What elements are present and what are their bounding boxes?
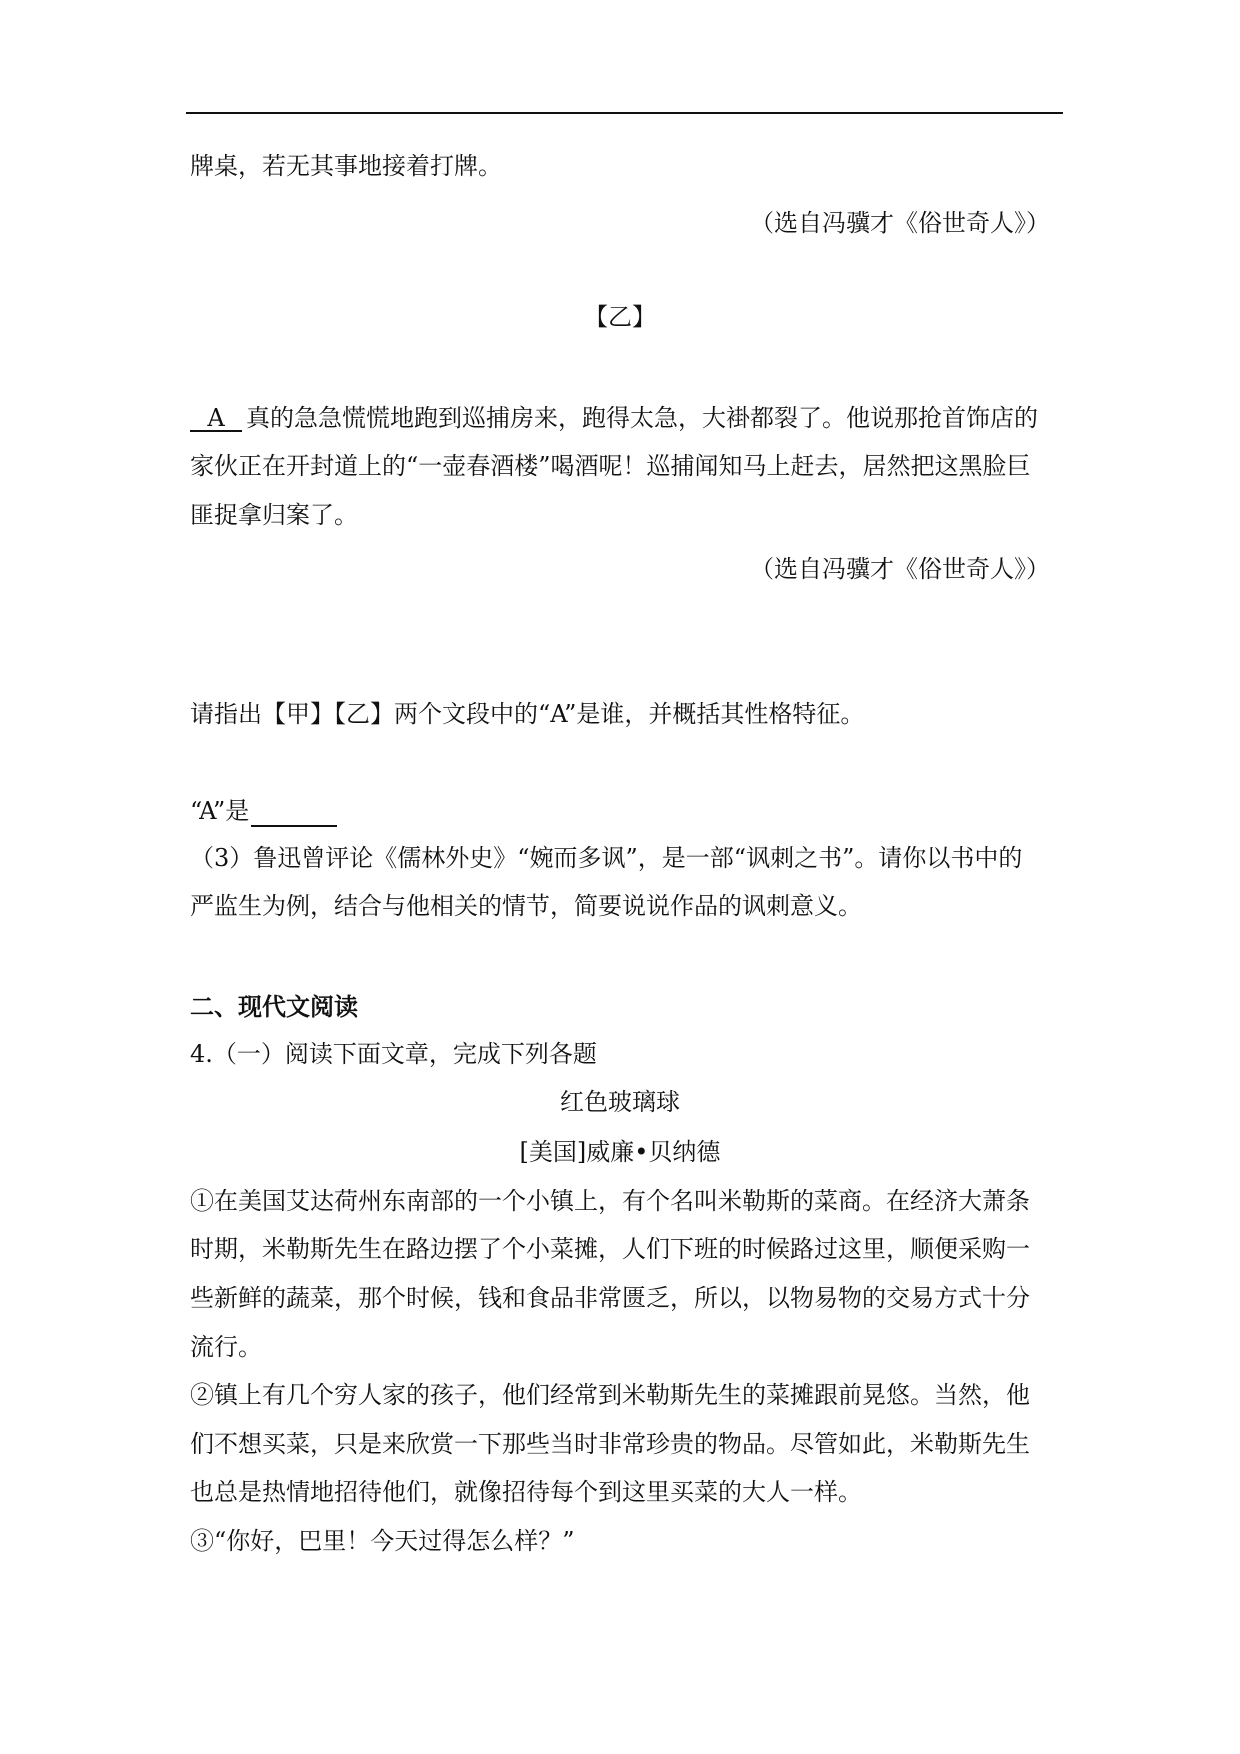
passage-jia-source: （选自冯骥才《俗世奇人》） xyxy=(750,209,1050,237)
section-yi-line-3: 匪捉拿归案了。 xyxy=(190,501,358,529)
section-2-heading: 二、现代文阅读 xyxy=(190,992,358,1021)
article-paragraph-line-2: 时期，米勒斯先生在路边摆了个小菜摊，人们下班的时候路过这里，顺便采购一 xyxy=(190,1235,1030,1263)
section-yi-line-2: 家伙正在开封道上的“一壶春酒楼”喝酒呢！巡捕闻知马上赶去，居然把这黑脸巨 xyxy=(190,452,1031,480)
article-author: [美国]威廉•贝纳德 xyxy=(519,1138,721,1166)
article-paragraph-line-1: ①在美国艾达荷州东南部的一个小镇上，有个名叫米勒斯的菜商。在经济大萧条 xyxy=(190,1187,1030,1215)
question-4-title: 4.（一）阅读下面文章，完成下列各题 xyxy=(190,1040,597,1068)
answer-prefix: “A”是 xyxy=(190,797,250,825)
article-paragraph-line-7: 也总是热情地招待他们，就像招待每个到这里买菜的大人一样。 xyxy=(190,1478,862,1506)
article-paragraph-line-6: 们不想买菜，只是来欣赏一下那些当时非常珍贵的物品。尽管如此，米勒斯先生 xyxy=(190,1430,1030,1458)
section-yi-source: （选自冯骥才《俗世奇人》） xyxy=(750,555,1050,583)
question-2-prompt: 请指出【甲】【乙】两个文段中的“A”是谁，并概括其性格特征。 xyxy=(190,700,865,728)
question-2-answer-line xyxy=(190,795,1070,827)
answer-blank xyxy=(251,801,337,827)
passage-jia-tail-line: 牌桌，若无其事地接着打牌。 xyxy=(190,152,502,180)
article-paragraph-line-5: ②镇上有几个穷人家的孩子，他们经常到米勒斯先生的菜摊跟前晃悠。当然，他 xyxy=(190,1381,1030,1409)
article-title: 红色玻璃球 xyxy=(560,1088,680,1116)
header-rule xyxy=(186,112,1063,114)
a-blank-label: A xyxy=(190,406,242,432)
question-3-line-1: （3）鲁迅曾评论《儒林外史》“婉而多讽”，是一部“讽刺之书”。请你以书中的 xyxy=(190,844,1023,872)
article-paragraph-line-8: ③“你好，巴里！今天过得怎么样？” xyxy=(190,1527,575,1555)
section-yi-line-1 xyxy=(190,402,1070,434)
question-3-line-2: 严监生为例，结合与他相关的情节，简要说说作品的讽刺意义。 xyxy=(190,892,862,920)
section-yi-heading: 【乙】 xyxy=(584,303,656,331)
article-paragraph-line-3: 些新鲜的蔬菜，那个时候，钱和食品非常匮乏，所以，以物易物的交易方式十分 xyxy=(190,1284,1030,1312)
section-yi-line-1-text: 真的急急慌慌地跑到巡捕房来，跑得太急，大褂都裂了。他说那抢首饰店的 xyxy=(246,404,1038,432)
article-paragraph-line-4: 流行。 xyxy=(190,1333,262,1361)
